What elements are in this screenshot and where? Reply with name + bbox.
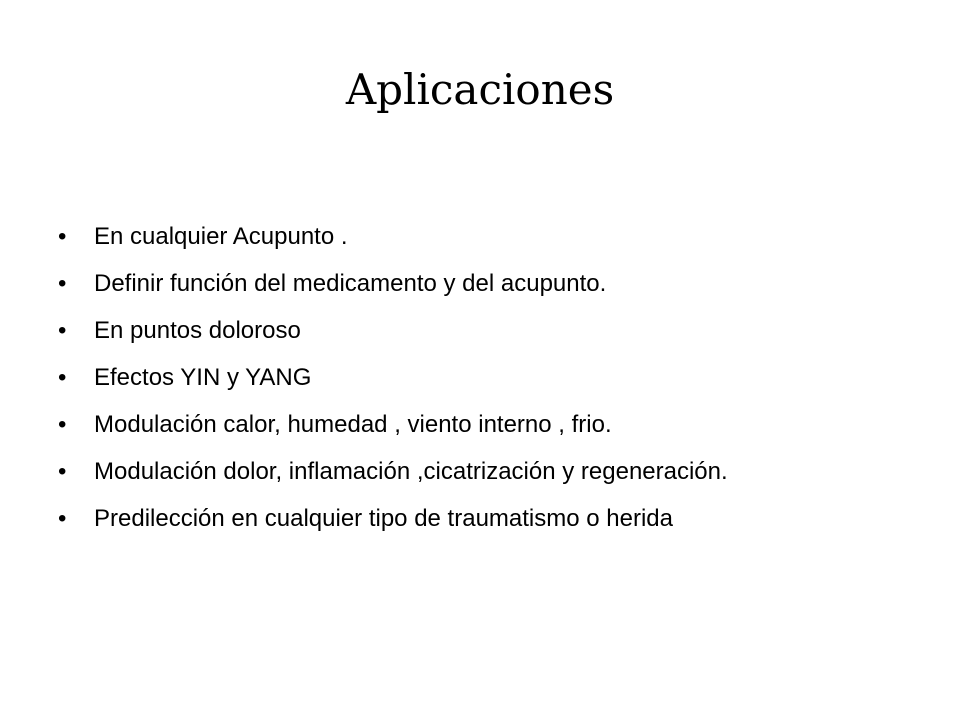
slide-title: Aplicaciones [345, 65, 615, 114]
bullet-item [58, 222, 898, 251]
bullet-icon: • [58, 458, 67, 485]
bullet-text: En puntos doloroso [94, 317, 301, 344]
bullet-icon: • [58, 317, 67, 344]
bullet-text: Definir función del medicamento y del acupunto. [94, 270, 607, 297]
bullet-icon: • [58, 270, 67, 297]
bullet-icon: • [58, 223, 67, 250]
bullet-icon: • [58, 411, 67, 438]
bullet-icon: • [58, 364, 67, 391]
bullet-text: Modulación calor, humedad , viento interno , frio. [94, 411, 612, 438]
bullet-list [58, 222, 898, 551]
bullet-text: Modulación dolor, inflamación ,cicatrización y regeneración. [94, 458, 728, 485]
bullet-item [58, 457, 898, 486]
bullet-text: Efectos YIN y YANG [94, 364, 312, 391]
bullet-text: Predilección en cualquier tipo de traumatismo o herida [94, 505, 673, 532]
bullet-item [58, 410, 898, 439]
bullet-item [58, 316, 898, 345]
bullet-item [58, 504, 898, 533]
bullet-icon: • [58, 505, 67, 532]
bullet-item [58, 269, 898, 298]
bullet-text: En cualquier Acupunto . [94, 223, 348, 250]
bullet-item [58, 363, 898, 392]
